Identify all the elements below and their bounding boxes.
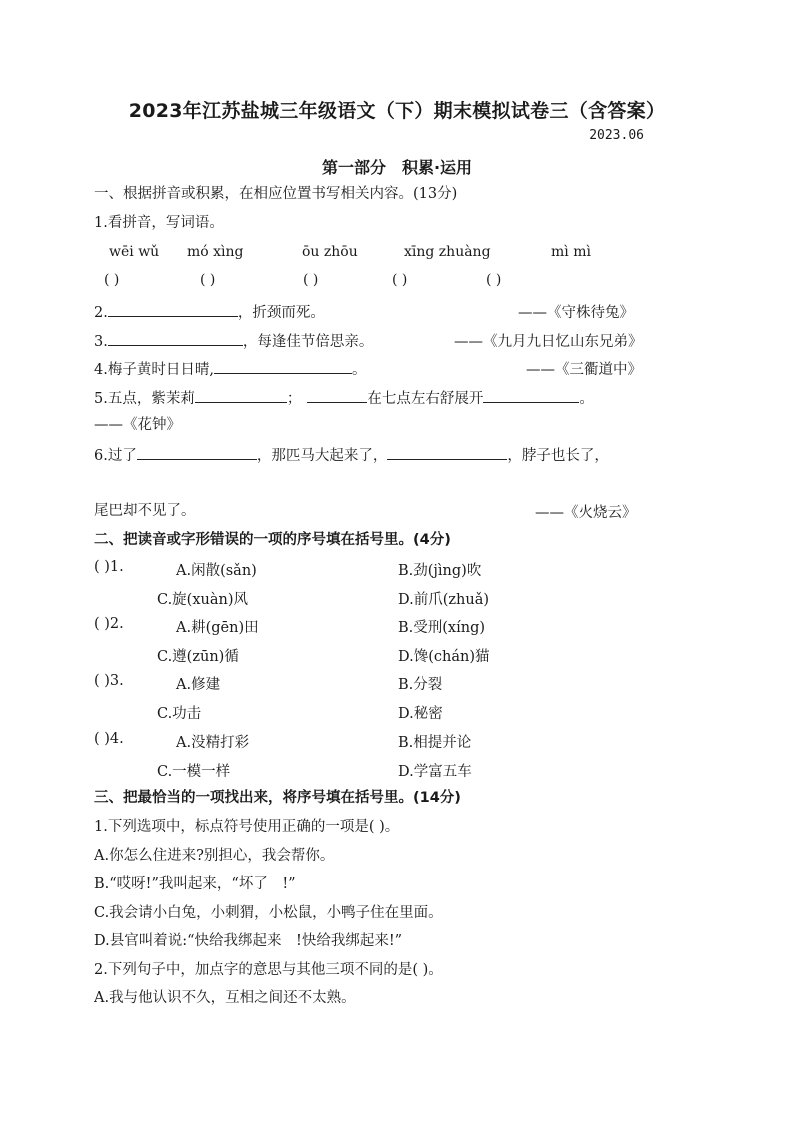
answer-paren-5[interactable]: ( ) xyxy=(486,272,502,288)
s2-item-4-number[interactable]: ( )4. xyxy=(94,731,124,747)
q2-number: 2. xyxy=(94,305,108,321)
section-3-heading: 三、把最恰当的一项找出来，将序号填在括号里。(14分) xyxy=(94,790,461,806)
question-1-4 xyxy=(94,358,366,380)
s2-item-1-option-d: D.前爪(zhuǎ) xyxy=(398,592,489,608)
s3-q2-option-a: A.我与他认识不久，互相之间还不太熟。 xyxy=(94,990,356,1006)
q6-part-c: ，脖子也长了， xyxy=(507,448,609,464)
s2-item-1-option-c: C.旋(xuàn)风 xyxy=(157,592,249,608)
pinyin-4: xīng zhuàng xyxy=(404,244,491,260)
s2-item-2-option-c: C.遵(zūn)循 xyxy=(157,649,239,665)
s3-question-1: 1.下列选项中，标点符号使用正确的一项是( )。 xyxy=(94,819,400,835)
q5-part-c: 在七点左右舒展开 xyxy=(367,391,484,407)
s2-item-2-option-a: A.耕(gēn)田 xyxy=(176,620,259,636)
q5-part-b: ； xyxy=(286,391,302,407)
s2-item-3-option-c: C.功击 xyxy=(157,706,202,722)
q5-end: 。 xyxy=(579,391,594,407)
part-heading: 第一部分 积累·运用 xyxy=(321,158,473,177)
pinyin-3: ōu zhōu xyxy=(302,244,358,260)
q6-source: ——《火烧云》 xyxy=(535,505,637,521)
question-1-3 xyxy=(94,330,373,352)
s3-q1-option-b: B.“哎呀!”我叫起来，“坏了 !” xyxy=(94,876,296,892)
section-1-heading: 一、根据拼音或积累，在相应位置书写相关内容。(13分) xyxy=(94,186,458,202)
s2-item-3-option-b: B.分裂 xyxy=(398,677,443,693)
q2-source: ——《守株待兔》 xyxy=(518,305,634,321)
q6-continued: 尾巴却不见了。 xyxy=(94,503,196,519)
exam-date: 2023.06 xyxy=(589,128,644,143)
s2-item-4-option-d: D.学富五车 xyxy=(398,764,472,780)
s2-item-4-option-c: C.一模一样 xyxy=(157,764,231,780)
s3-q1-option-d: D.县官叫着说:“快给我绑起来 !快给我绑起来!” xyxy=(94,933,403,949)
q6-part-b: ，那匹马大起来了， xyxy=(256,448,388,464)
q4-blank[interactable] xyxy=(214,358,352,374)
answer-paren-2[interactable]: ( ) xyxy=(200,272,216,288)
q3-number: 3. xyxy=(94,334,108,350)
s3-question-2: 2.下列句子中，加点字的意思与其他三项不同的是( )。 xyxy=(94,962,443,978)
question-1-6 xyxy=(94,444,609,466)
q6-part-a: 6.过了 xyxy=(94,448,137,464)
q6-blank-2[interactable] xyxy=(387,444,507,460)
answer-paren-1[interactable]: ( ) xyxy=(104,272,120,288)
s2-item-1-option-b: B.劲(jìng)吹 xyxy=(398,563,482,579)
s2-item-3-number[interactable]: ( )3. xyxy=(94,673,124,689)
s2-item-1-number[interactable]: ( )1. xyxy=(94,559,124,575)
pinyin-5: mì mì xyxy=(551,244,591,260)
section-2-heading: 二、把读音或字形错误的一项的序号填在括号里。(4分) xyxy=(94,532,451,548)
q5-part-a: 5.五点，紫茉莉 xyxy=(94,391,195,407)
q3-text: ，每逢佳节倍思亲。 xyxy=(242,334,374,350)
s2-item-4-option-a: A.没精打彩 xyxy=(176,735,250,751)
answer-paren-4[interactable]: ( ) xyxy=(392,272,408,288)
s2-item-1-option-a: A.闲散(sǎn) xyxy=(176,563,257,579)
q5-blank-2[interactable] xyxy=(307,387,367,403)
s2-item-2-number[interactable]: ( )2. xyxy=(94,616,124,632)
q3-source: ——《九月九日忆山东兄弟》 xyxy=(454,334,643,350)
s2-item-3-option-a: A.修建 xyxy=(176,677,221,693)
question-1-5 xyxy=(94,387,594,409)
question-1-2 xyxy=(94,301,325,323)
s2-item-4-option-b: B.相提并论 xyxy=(398,735,472,751)
q6-blank-1[interactable] xyxy=(137,444,257,460)
q4-source: ——《三衢道中》 xyxy=(526,362,642,378)
q5-blank-3[interactable] xyxy=(483,387,579,403)
exam-title: 2023年江苏盐城三年级语文（下）期末模拟试卷三（含答案） xyxy=(128,100,666,122)
q3-blank[interactable] xyxy=(108,330,243,346)
s2-item-3-option-d: D.秘密 xyxy=(398,706,443,722)
s3-q1-option-a: A.你怎么住进来?别担心，我会帮你。 xyxy=(94,848,335,864)
question-1-1: 1.看拼音，写词语。 xyxy=(94,215,224,231)
q4-end: 。 xyxy=(351,362,367,378)
q4-text: 4.梅子黄时日日晴, xyxy=(94,362,214,378)
pinyin-2: mó xìng xyxy=(187,244,244,260)
q5-source: ——《花钟》 xyxy=(94,417,181,433)
pinyin-1: wēi wǔ xyxy=(109,244,160,260)
answer-paren-3[interactable]: ( ) xyxy=(303,272,319,288)
s2-item-2-option-d: D.馋(chán)猫 xyxy=(398,649,490,665)
s2-item-2-option-b: B.受刑(xíng) xyxy=(398,620,486,636)
q2-text: ，折颈而死。 xyxy=(237,305,325,321)
s3-q1-option-c: C.我会请小白兔，小刺猬，小松鼠，小鸭子住在里面。 xyxy=(94,905,443,921)
q2-blank[interactable] xyxy=(108,301,238,317)
q5-blank-1[interactable] xyxy=(195,387,287,403)
